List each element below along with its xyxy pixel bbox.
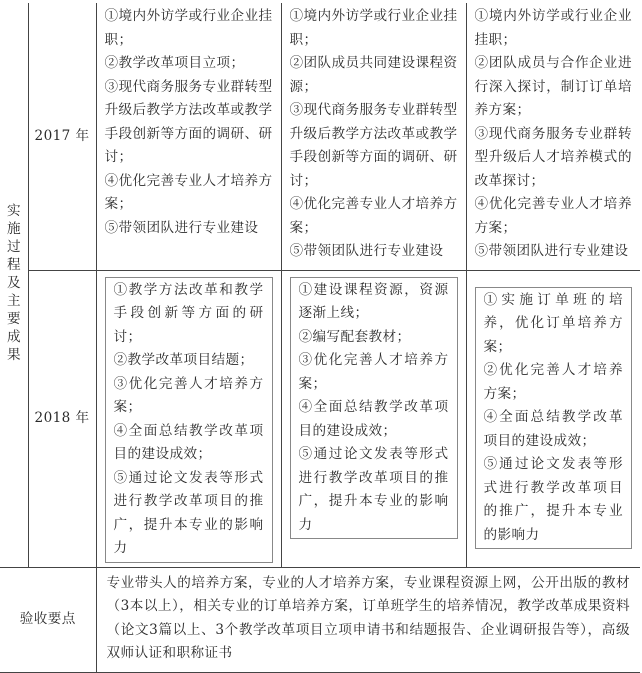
- plan-box: [475, 287, 633, 550]
- row-2018: [0, 270, 640, 567]
- plan-item: ②教学改革项目结题；: [113, 352, 254, 368]
- plan-item: ③现代商务服务专业群转型升级后教学方法改革或教学手段创新等方面的调研、研讨；: [104, 78, 273, 165]
- side-label: 实施过程及主要成果: [6, 203, 21, 363]
- acceptance-label: 验收要点: [0, 567, 96, 672]
- plan-item: ④优化完善专业人才培养方案；: [104, 172, 273, 212]
- side-label-cell: [0, 3, 28, 567]
- plan-item: ①教学方法改革和教学手段创新等方面的研讨；: [113, 281, 264, 345]
- plan-item: ④全面总结教学改革项目的建设成效；: [483, 409, 623, 449]
- plan-item: ①建设课程资源，资源逐渐上线；: [298, 281, 449, 321]
- plan-box: [105, 277, 273, 563]
- year-label-2018: 2018 年: [28, 270, 96, 567]
- acceptance-row: [0, 567, 640, 672]
- plan-cell-2017-1: [96, 3, 281, 270]
- plan-item: ⑤带领团队进行专业建设: [474, 243, 629, 259]
- plan-item: ⑤通过论文发表等形式进行教学改革项目的推广，提升本专业的影响力: [483, 456, 623, 543]
- plan-item: ④全面总结教学改革项目的建设成效；: [113, 422, 264, 462]
- plan-item: ⑤通过论文发表等形式进行教学改革项目的推广，提升本专业的影响力: [298, 446, 449, 533]
- plan-item: ①境内外访学或行业企业挂职；: [289, 8, 458, 48]
- row-2017: [0, 3, 640, 270]
- plan-item: ⑤带领团队进行专业建设: [104, 219, 259, 236]
- plan-item: ③优化完善人才培养方案；: [113, 375, 264, 415]
- acceptance-content: 专业带头人的培养方案，专业的人才培养方案，专业课程资源上网，公开出版的教材（3本以上），相关专业的订单培养方案，订单班学生的培养情况，教学改革成果资料（论文3篇以上、3个教学改革项目立项申请书和结题报告、企业调研报告等），高级双师认证和职称证书: [96, 567, 640, 672]
- plan-item: ①境内外访学或行业企业挂职；: [474, 8, 632, 48]
- plan-item: ①境内外访学或行业企业挂职；: [104, 8, 273, 48]
- plan-item: ③现代商务服务专业群转型升级后人才培养模式的改革探讨；: [474, 125, 632, 189]
- plan-item: ⑤带领团队进行专业建设: [289, 243, 444, 259]
- plan-item: ②优化完善人才培养方案；: [483, 362, 623, 402]
- plan-cell-2018-2: [281, 270, 466, 567]
- plan-item: ④全面总结教学改革项目的建设成效；: [298, 399, 449, 439]
- plan-item: ②团队成员与合作企业进行深入探讨，制订订单培养方案；: [474, 55, 632, 118]
- plan-item: ③现代商务服务专业群转型升级后教学方法改革或教学手段创新等方面的调研、研讨；: [289, 102, 458, 189]
- plan-item: ⑤通过论文发表等形式进行教学改革项目的推广，提升本专业的影响力: [113, 469, 264, 556]
- plan-cell-2018-3: [466, 270, 640, 567]
- plan-item: ④优化完善专业人才培养方案；: [289, 196, 458, 236]
- plan-item: ②团队成员共同建设课程资源；: [289, 55, 458, 95]
- plan-cell-2017-2: [281, 3, 466, 270]
- plan-item: ③优化完善人才培养方案；: [298, 352, 449, 392]
- plan-cell-2017-3: [466, 3, 640, 270]
- implementation-table: [0, 3, 640, 673]
- plan-box: [290, 277, 458, 540]
- plan-item: ①实施订单班的培养，优化订单培养方案；: [483, 291, 623, 355]
- plan-item: ②教学改革项目立项；: [104, 55, 245, 71]
- plan-item: ④优化完善专业人才培养方案；: [474, 196, 632, 236]
- year-label-2017: 2017 年: [28, 3, 96, 270]
- plan-cell-2018-1: [96, 270, 281, 567]
- plan-item: ②编写配套教材；: [298, 328, 411, 345]
